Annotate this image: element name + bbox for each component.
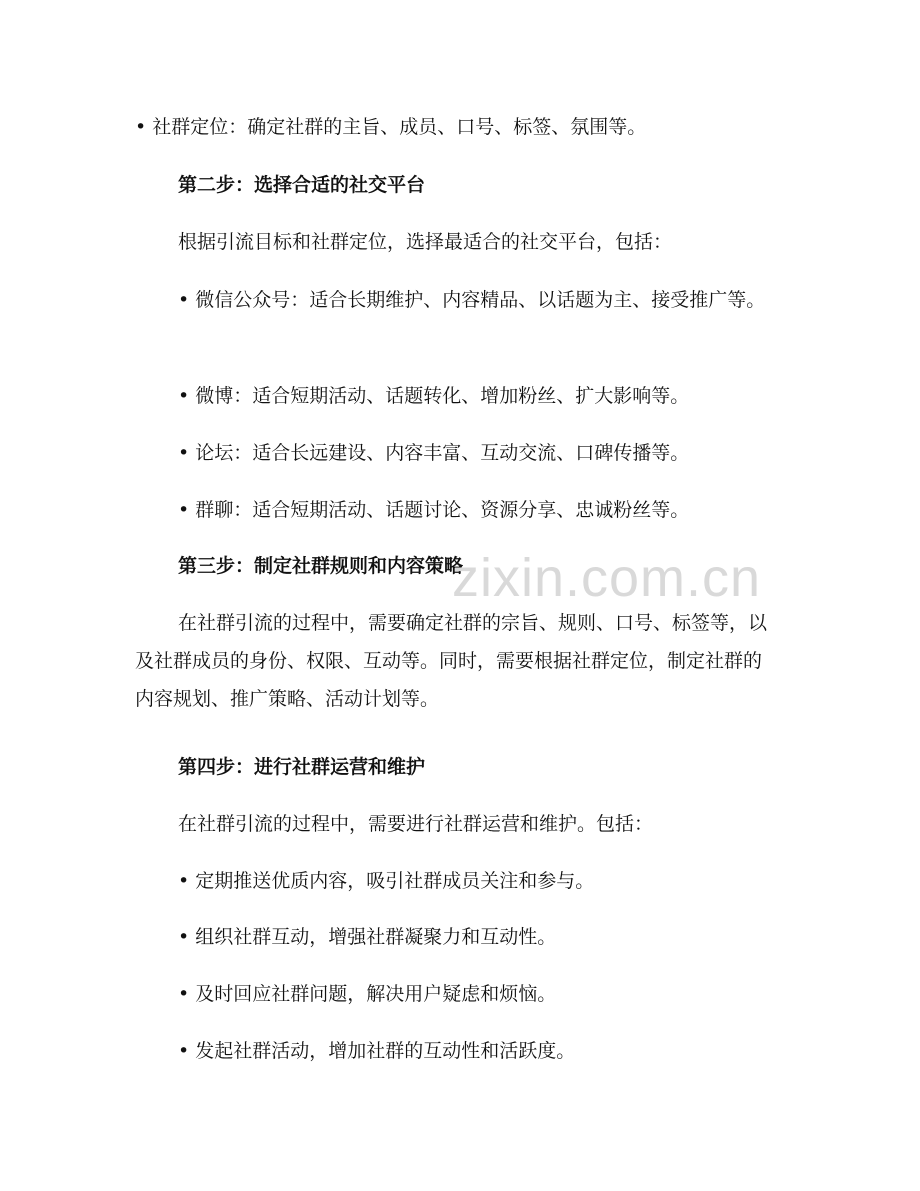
bullet-community-positioning: • 社群定位：确定社群的主旨、成员、口号、标签、氛围等。 [135, 116, 647, 138]
bullet-interaction: • 组织社群互动，增强社群凝聚力和互动性。 [178, 926, 557, 948]
heading-step-4: 第四步：进行社群运营和维护 [178, 756, 426, 778]
body-rules-strategy: 在社群引流的过程中，需要确定社群的宗旨、规则、口号、标签等，以及社群成员的身份、权限、互动等。同时，需要根据社群定位，制定社群的内容规划、推广策略、活动计划等。 [135, 612, 768, 710]
body-platform-intro: 根据引流目标和社群定位，选择最适合的社交平台，包括： [178, 231, 673, 253]
bullet-wechat-text: • 微信公众号：适合长期维护、内容精品、以话题为主、接受推广等。 [178, 289, 766, 311]
heading-step-3: 第三步：制定社群规则和内容策略 [178, 555, 464, 577]
bullet-launch-activities: • 发起社群活动，增加社群的互动性和活跃度。 [178, 1040, 576, 1062]
heading-step-2: 第二步：选择合适的社交平台 [178, 174, 426, 196]
bullet-push-content: • 定期推送优质内容，吸引社群成员关注和参与。 [178, 870, 595, 892]
watermark: zixin.com.cn [452, 548, 762, 608]
bullet-forum: • 论坛：适合长远建设、内容丰富、互动交流、口碑传播等。 [178, 442, 690, 464]
bullet-wechat [178, 281, 798, 319]
bullet-respond-questions: • 及时回应社群问题，解决用户疑虑和烦恼。 [178, 983, 557, 1005]
bullet-weibo: • 微博：适合短期活动、话题转化、增加粉丝、扩大影响等。 [178, 385, 690, 407]
body-operations-intro: 在社群引流的过程中，需要进行社群运营和维护。包括： [178, 813, 654, 835]
bullet-group-chat: • 群聊：适合短期活动、话题讨论、资源分享、忠诚粉丝等。 [178, 499, 690, 521]
